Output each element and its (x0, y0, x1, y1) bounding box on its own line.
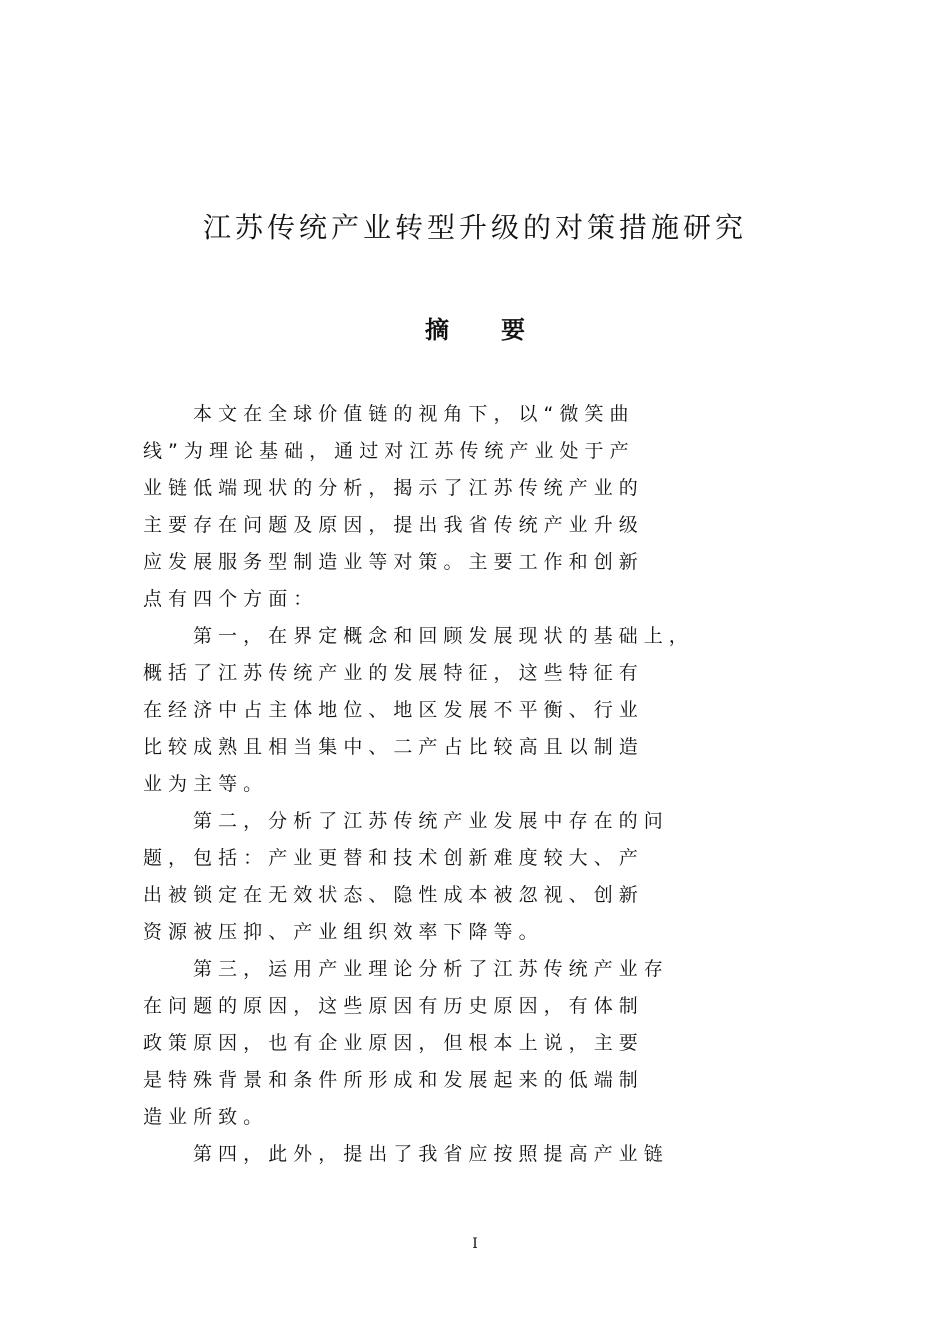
text-line: 第 四 ， 此 外 ， 提 出 了 我 省 应 按 照 提 高 产 业 链 (193, 1143, 663, 1165)
text-line: 第 二 ， 分 析 了 江 苏 传 统 产 业 发 展 中 存 在 的 问 (193, 810, 663, 832)
text-line: 比 较 成 熟 且 相 当 集 中 、 二 产 占 比 较 高 且 以 制 造 (143, 736, 638, 758)
text-line: 是 特 殊 背 景 和 条 件 所 形 成 和 发 展 起 来 的 低 端 制 (143, 1069, 638, 1091)
text-line: 第 三 ， 运 用 产 业 理 论 分 析 了 江 苏 传 统 产 业 存 (193, 958, 663, 980)
text-line: 资 源 被 压 抑 、 产 业 组 织 效 率 下 降 等 。 (143, 921, 538, 943)
abstract-heading (0, 310, 950, 350)
text-line: 点 有 四 个 方 面 ： (143, 588, 313, 610)
text-line: 在 问 题 的 原 因 ， 这 些 原 因 有 历 史 原 因 ， 有 体 制 (143, 995, 638, 1017)
text-line: 出 被 锁 定 在 无 效 状 态 、 隐 性 成 本 被 忽 视 、 创 新 (143, 884, 638, 906)
abstract-heading-char-1: 摘 (425, 316, 449, 344)
abstract-body (143, 396, 818, 1173)
text-line: 题 ， 包 括 ： 产 业 更 替 和 技 术 创 新 难 度 较 大 、 产 (143, 847, 638, 869)
document-title: 江苏传统产业转型升级的对策措施研究 (202, 211, 747, 244)
text-line: 业 为 主 等 。 (143, 773, 263, 795)
text-line: 政 策 原 因 ， 也 有 企 业 原 因 ， 但 根 本 上 说 ， 主 要 (143, 1032, 638, 1054)
text-line: 造 业 所 致 。 (143, 1106, 263, 1128)
text-line: 第 一 ， 在 界 定 概 念 和 回 顾 发 展 现 状 的 基 础 上 ， (193, 625, 688, 647)
text-line: 主 要 存 在 问 题 及 原 因 ， 提 出 我 省 传 统 产 业 升 级 (143, 514, 638, 536)
text-line: 本 文 在 全 球 价 值 链 的 视 角 下 ， 以 “ 微 笑 曲 (193, 403, 629, 425)
text-line: 在 经 济 中 占 主 体 地 位 、 地 区 发 展 不 平 衡 、 行 业 (143, 699, 638, 721)
text-line: 业 链 低 端 现 状 的 分 析 ， 揭 示 了 江 苏 传 统 产 业 的 (143, 477, 638, 499)
text-line: 概 括 了 江 苏 传 统 产 业 的 发 展 特 征 ， 这 些 特 征 有 (143, 662, 638, 684)
abstract-heading-char-2: 要 (501, 316, 525, 344)
text-line: 线 ” 为 理 论 基 础 ， 通 过 对 江 苏 传 统 产 业 处 于 产 (143, 440, 629, 462)
text-line: 应 发 展 服 务 型 制 造 业 等 对 策 。 主 要 工 作 和 创 新 (143, 551, 638, 573)
page-number: I (472, 1236, 478, 1252)
